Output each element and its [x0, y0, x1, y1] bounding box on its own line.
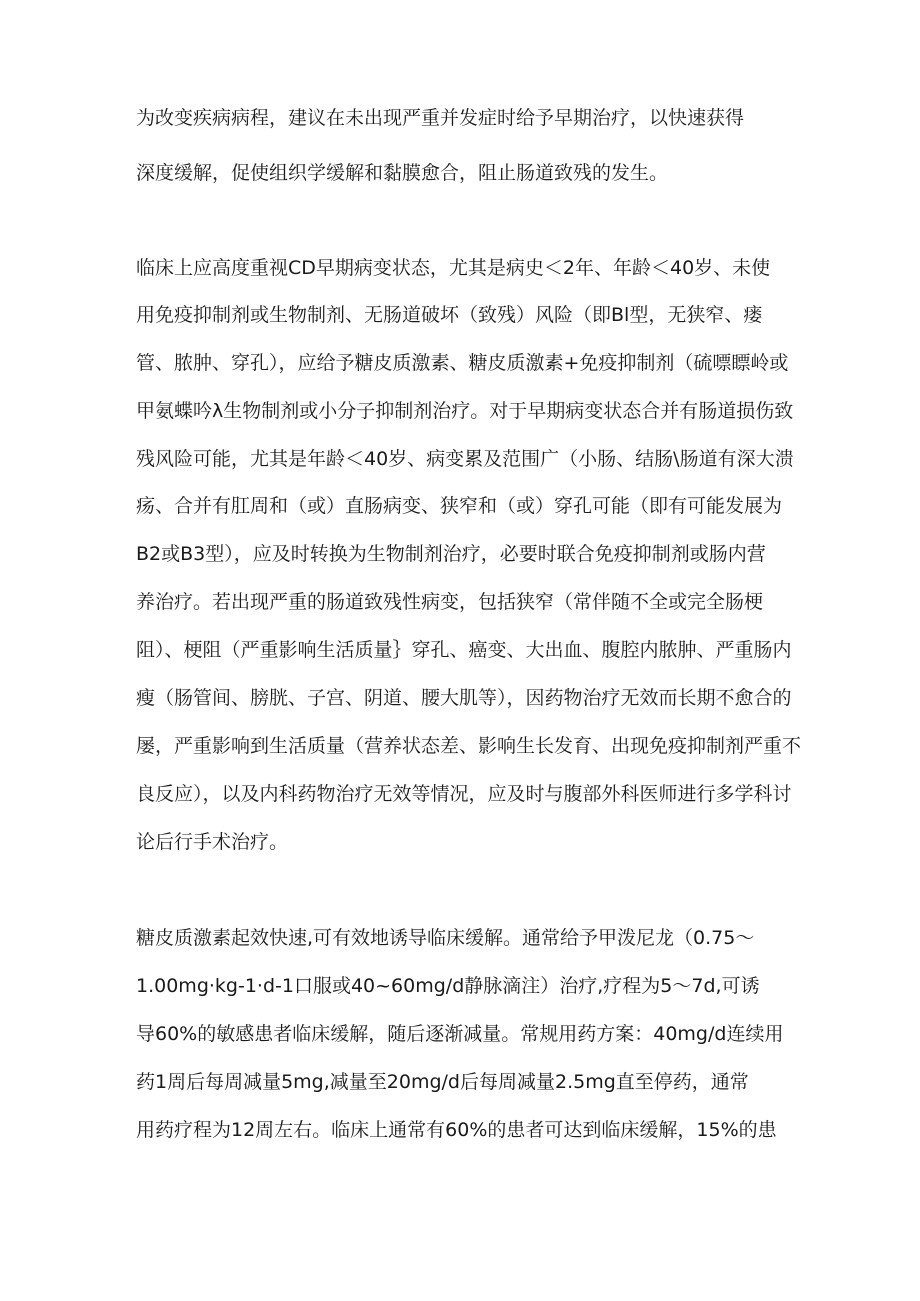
paragraph-2-line-5: 残风险可能，尤其是年龄＜40岁、病变累及范围广（小肠、结肠\肠道有深大溃 — [136, 448, 794, 470]
paragraph-2-line-4: 甲氨蝶吟λ生物制剂或小分子抑制剂治疗。对于早期病变状态合并有肠道损伤致 — [136, 400, 794, 422]
paragraph-3-line-3: 导60%的敏感患者临床缓解，随后逐渐减量。常规用药方案：40mg/d连续用 — [136, 1023, 784, 1045]
paragraph-2-line-2: 用免疫抑制剂或生物制剂、无肠道破坏（致残）风险（即Bl型，无狭窄、瘘 — [136, 304, 763, 326]
paragraph-3-line-2: 1.00mg·kg-1·d-1口服或40~60mg/d静脉滴注）治疗,疗程为5〜7d,可诱 — [136, 975, 760, 997]
paragraph-3-line-5: 用药疗程为12周左右。临床上通常有60%的患者可达到临床缓解，15%的患 — [136, 1119, 777, 1141]
paragraph-2-line-13: 论后行手术治疗。 — [136, 831, 289, 853]
paragraph-2-line-7: B2或B3型），应及时转换为生物制剂治疗，必要时联合免疫抑制剂或肠内营 — [136, 543, 766, 565]
paragraph-2-line-11: 屡，严重影响到生活质量（营养状态差、影响生长发育、出现免疫抑制剂严重不 — [136, 735, 802, 757]
paragraph-3-line-4: 药1周后每周减量5mg,减量至20mg/d后每周减量2.5mg直至停药，通常 — [136, 1071, 749, 1093]
paragraph-2-line-10: 瘦（肠管间、膀胱、子宫、阴道、腰大肌等），因药物治疗无效而长期不愈合的 — [136, 687, 792, 709]
paragraph-2-line-3: 管、脓肿、穿孔），应给予糖皮质激素、糖皮质激素+免疫抑制剂（硫嘌瞟岭或 — [136, 352, 789, 374]
paragraph-1-line-2: 深度缓解，促使组织学缓解和黏膜愈合，阻止肠道致残的发生。 — [136, 162, 669, 184]
paragraph-1-line-1: 为改变疾病病程，建议在未出现严重并发症时给予早期治疗，以快速获得 — [136, 107, 745, 129]
paragraph-2-line-9: 阻）、梗阻（严重影响生活质量｝穿孔、癌变、大出血、腹腔内脓肿、严重肠内 — [136, 639, 792, 661]
paragraph-2-line-1: 临床上应高度重视CD早期病变状态，尤其是病史＜2年、年龄＜40岁、未使 — [136, 257, 771, 279]
paragraph-2-line-12: 良反应），以及内科药物治疗无效等情况，应及时与腹部外科医师进行多学科讨 — [136, 783, 792, 805]
paragraph-2-line-6: 疡、合并有肛周和（或）直肠病变、狭窄和（或）穿孔可能（即有可能发展为 — [136, 495, 783, 517]
paragraph-2-line-8: 养治疗。若出现严重的肠道致残性病变，包括狭窄（常伴随不全或完全肠梗 — [136, 591, 764, 613]
paragraph-3-line-1: 糖皮质激素起效快速,可有效地诱导临床缓解。通常给予甲泼尼龙（0.75〜 — [136, 927, 755, 949]
